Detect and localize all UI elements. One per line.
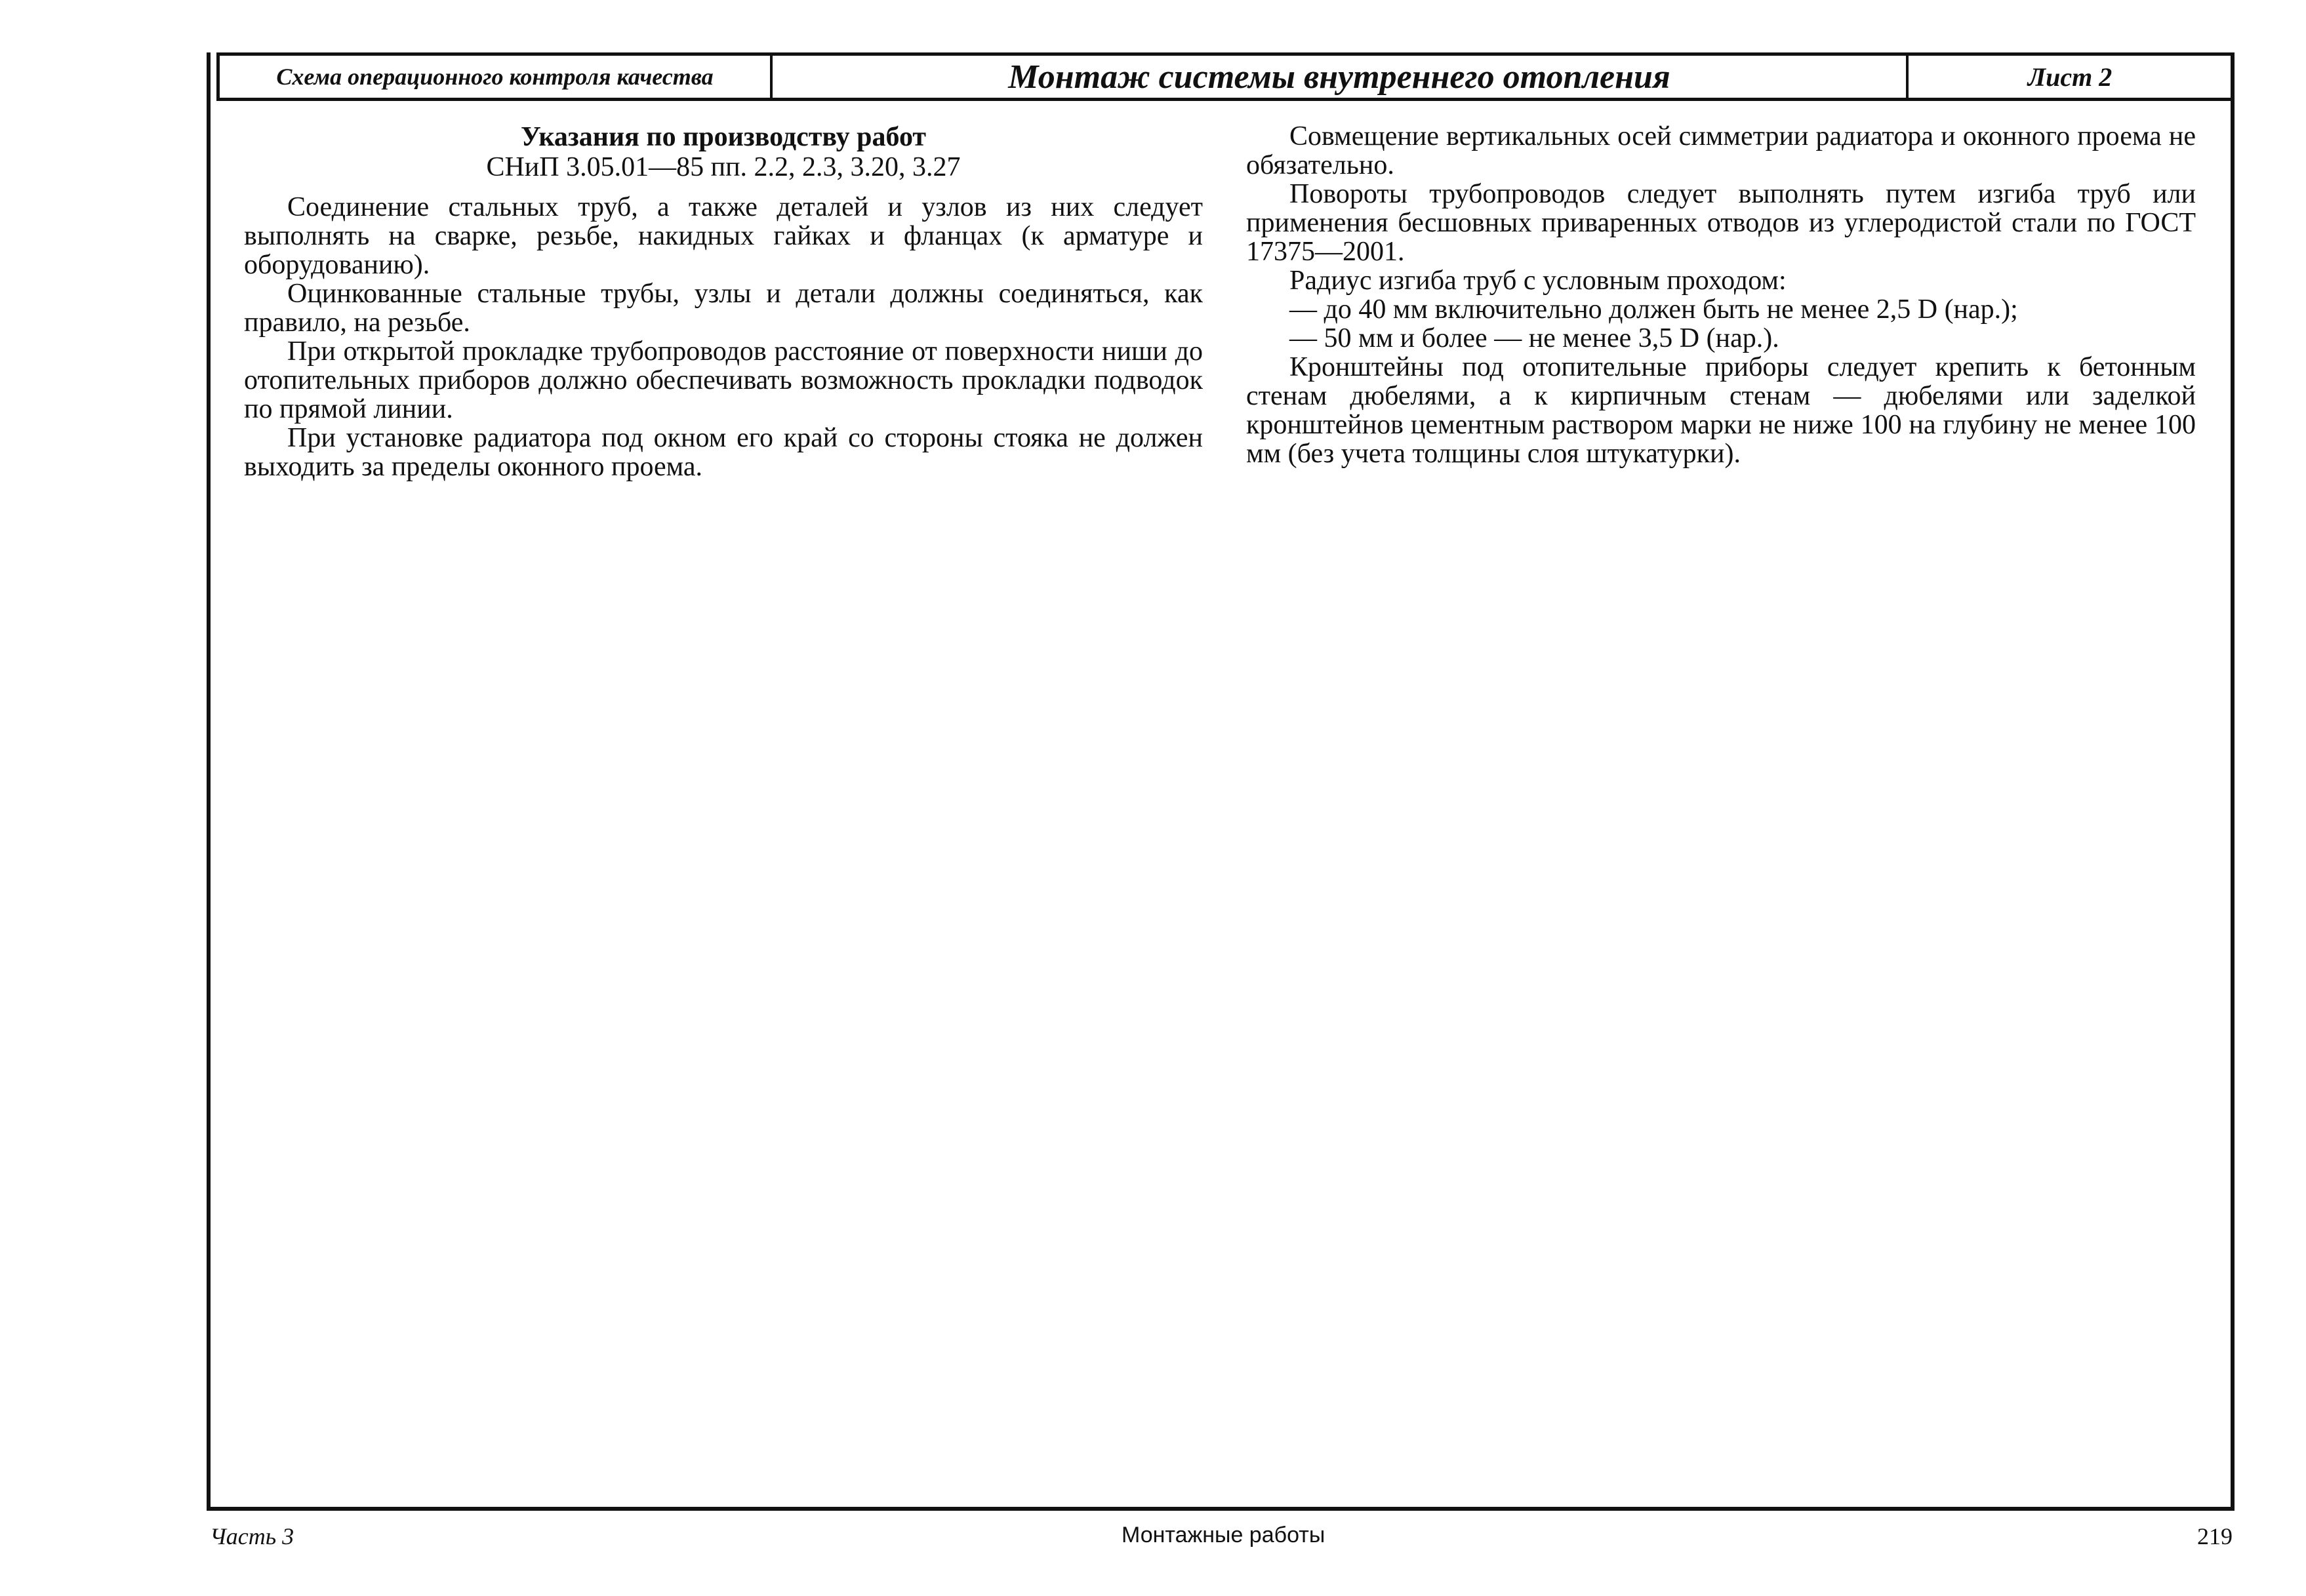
section-subtitle: СНиП 3.05.01—85 пп. 2.2, 2.3, 3.20, 3.27 [486,152,961,182]
list-item: — 50 мм и более — не менее 3,5 D (нар.). [1289,323,1779,353]
header-document-title: Монтаж системы внутреннего отопления [773,56,1909,98]
header-table [216,52,2235,101]
right-column [1246,122,2196,468]
footer-part: Часть 3 [210,1523,294,1549]
paragraph: Кронштейны под отопительные приборы следует крепить к бетонным стенам дюбелями, а к кирпичным стенам — дюбелями или заделкой кронштейнов цементным раствором марки не ниже 100 на глубину не менее 100 мм (без учета толщины слоя штукатурки). [1246,352,2196,469]
paragraph: Оцинкованные стальные трубы, узлы и детали должны соединяться, как правило, на резьбе. [244,279,1203,338]
paragraph: Радиус изгиба труб с условным проходом: [1289,266,1787,296]
paragraph: При открытой прокладке трубопроводов расстояние от поверхности ниши до отопительных приборов должно обеспечивать возможность прокладки подводок по прямой линии. [244,336,1203,424]
paragraph: Повороты трубопроводов следует выполнять путем изгиба труб или применения бесшовных приваренных отводов из углеродистой стали по ГОСТ 17375—2001. [1246,179,2196,267]
list-item: — до 40 мм включительно должен быть не менее 2,5 D (нар.); [1289,294,2018,325]
paragraph: Соединение стальных труб, а также деталей и узлов из них следует выполнять на сварке, резьбе, накидных гайках и фланцах (к арматуре и оборудованию). [244,192,1203,280]
left-column [244,122,1203,481]
header-sheet-number: Лист 2 [2027,62,2113,92]
page-number: 219 [2197,1523,2233,1549]
footer-section-title: Монтажные работы [1122,1523,1325,1547]
header-scheme-title: Схема операционного контроля качества [220,56,773,98]
paragraph: При установке радиатора под окном его край со стороны стояка не должен выходить за пределы оконного проема. [244,423,1203,482]
paragraph: Совмещение вертикальных осей симметрии радиатора и оконного проема не обязательно. [1246,121,2196,180]
section-title: Указания по производству работ [520,122,927,152]
